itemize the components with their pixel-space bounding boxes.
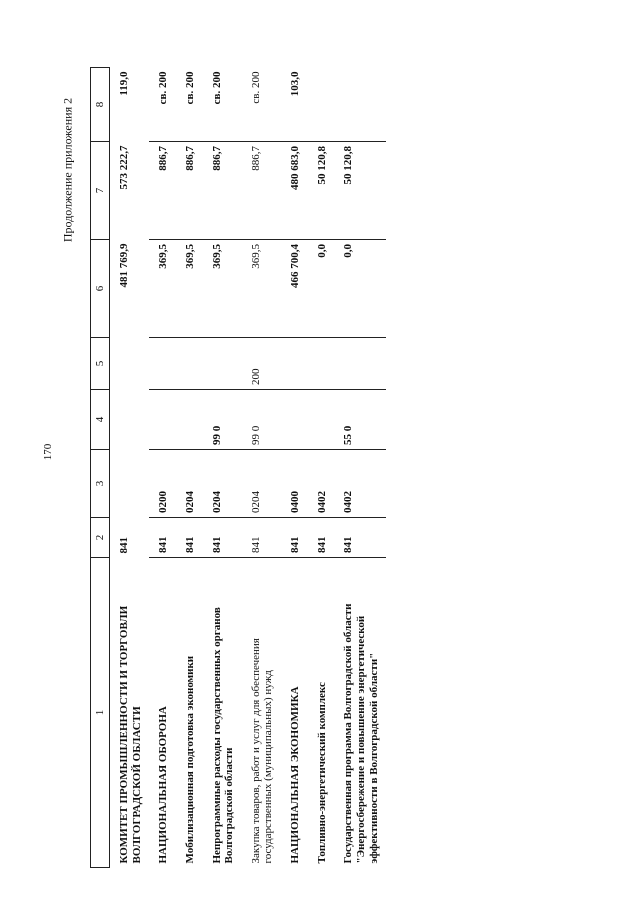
code-2-cell: 841 bbox=[203, 518, 242, 558]
code-2-cell: 841 bbox=[242, 518, 281, 558]
table-body bbox=[110, 68, 387, 868]
amount-7-cell: 886,7 bbox=[242, 142, 281, 240]
row-name-cell: КОМИТЕТ ПРОМЫШЛЕННОСТИ И ТОРГОВЛИ ВОЛГОГРАДСКОЙ ОБЛАСТИ bbox=[118, 605, 143, 864]
column-header: 6 bbox=[91, 240, 110, 338]
table-row bbox=[281, 68, 308, 868]
code-3-cell: 0400 bbox=[281, 450, 308, 518]
rotated-table-container bbox=[90, 68, 550, 868]
percent-8-cell: св. 200 bbox=[242, 68, 281, 142]
code-3-cell: 0200 bbox=[149, 450, 176, 518]
budget-table bbox=[90, 67, 386, 868]
code-3-cell: 0204 bbox=[176, 450, 203, 518]
amount-7-cell: 886,7 bbox=[176, 142, 203, 240]
code-5-cell bbox=[176, 338, 203, 390]
code-3-cell: 0402 bbox=[308, 450, 335, 518]
table-row bbox=[149, 68, 176, 868]
amount-7-cell: 573 222,7 bbox=[118, 145, 130, 190]
code-5-cell bbox=[308, 338, 335, 390]
code-5-cell bbox=[334, 338, 386, 390]
row-name-cell: НАЦИОНАЛЬНАЯ ЭКОНОМИКА bbox=[289, 686, 302, 864]
code-4-cell bbox=[281, 390, 308, 450]
column-header: 4 bbox=[91, 390, 110, 450]
amount-7-cell: 50 120,8 bbox=[334, 142, 386, 240]
amount-6-cell: 369,5 bbox=[242, 240, 281, 338]
percent-8-cell: св. 200 bbox=[149, 68, 176, 142]
percent-8-cell: 103,0 bbox=[281, 68, 308, 142]
column-header: 1 bbox=[91, 558, 110, 868]
percent-8-cell: 119,0 bbox=[118, 71, 130, 96]
code-4-cell: 99 0 bbox=[242, 390, 281, 450]
row-name-cell: Непрограммные расходы государственных органов Волгоградской области bbox=[210, 607, 236, 864]
code-2-cell: 841 bbox=[308, 518, 335, 558]
code-2-cell: 841 bbox=[149, 518, 176, 558]
table-row bbox=[308, 68, 335, 868]
code-5-cell bbox=[110, 338, 150, 390]
amount-7-cell: 480 683,0 bbox=[281, 142, 308, 240]
table-row bbox=[176, 68, 203, 868]
table-header-row bbox=[91, 68, 110, 868]
row-name-cell: Топливно-энергетический комплекс bbox=[315, 682, 328, 864]
amount-6-cell: 369,5 bbox=[149, 240, 176, 338]
code-2-cell: 841 bbox=[118, 537, 130, 554]
code-5-cell bbox=[149, 338, 176, 390]
code-2-cell: 841 bbox=[334, 518, 386, 558]
code-4-cell bbox=[110, 390, 150, 450]
amount-6-cell: 369,5 bbox=[176, 240, 203, 338]
amount-7-cell: 50 120,8 bbox=[308, 142, 335, 240]
amount-7-cell: 886,7 bbox=[203, 142, 242, 240]
column-header: 3 bbox=[91, 450, 110, 518]
page-number: 170 bbox=[42, 443, 54, 461]
code-5-cell: 200 bbox=[242, 338, 281, 390]
amount-6-cell: 369,5 bbox=[203, 240, 242, 338]
code-4-cell bbox=[308, 390, 335, 450]
code-4-cell: 99 0 bbox=[203, 390, 242, 450]
code-2-cell: 841 bbox=[281, 518, 308, 558]
code-5-cell bbox=[281, 338, 308, 390]
percent-8-cell bbox=[308, 68, 335, 142]
table-row bbox=[110, 68, 150, 868]
percent-8-cell: св. 200 bbox=[203, 68, 242, 142]
column-header: 5 bbox=[91, 338, 110, 390]
amount-6-cell: 0,0 bbox=[308, 240, 335, 338]
code-4-cell: 55 0 bbox=[334, 390, 386, 450]
row-name-cell: Закупка товаров, работ и услуг для обеспечения государственных (муниципальных) нужд bbox=[249, 638, 275, 864]
percent-8-cell bbox=[334, 68, 386, 142]
column-header: 8 bbox=[91, 68, 110, 142]
code-3-cell: 0204 bbox=[203, 450, 242, 518]
table-row bbox=[334, 68, 386, 868]
column-header: 7 bbox=[91, 142, 110, 240]
code-3-cell: 0402 bbox=[334, 450, 386, 518]
table-row bbox=[242, 68, 281, 868]
code-3-cell bbox=[110, 450, 150, 518]
amount-6-cell: 466 700,4 bbox=[281, 240, 308, 338]
code-5-cell bbox=[203, 338, 242, 390]
percent-8-cell: св. 200 bbox=[176, 68, 203, 142]
row-name-cell: НАЦИОНАЛЬНАЯ ОБОРОНА bbox=[157, 706, 170, 864]
code-2-cell: 841 bbox=[176, 518, 203, 558]
code-4-cell bbox=[176, 390, 203, 450]
amount-7-cell: 886,7 bbox=[149, 142, 176, 240]
code-4-cell bbox=[149, 390, 176, 450]
appendix-continuation-title: Продолжение приложения 2 bbox=[60, 97, 75, 243]
column-header: 2 bbox=[91, 518, 110, 558]
row-name-cell: Государственная программа Волгоградской области "Энергосбережение и повышение энергетической эффективности в Волгоградской области" bbox=[342, 603, 380, 864]
amount-6-cell: 481 769,9 bbox=[118, 243, 130, 288]
row-name-cell: Мобилизационная подготовка экономики bbox=[183, 655, 196, 864]
code-3-cell: 0204 bbox=[242, 450, 281, 518]
amount-6-cell: 0,0 bbox=[334, 240, 386, 338]
table-row bbox=[203, 68, 242, 868]
